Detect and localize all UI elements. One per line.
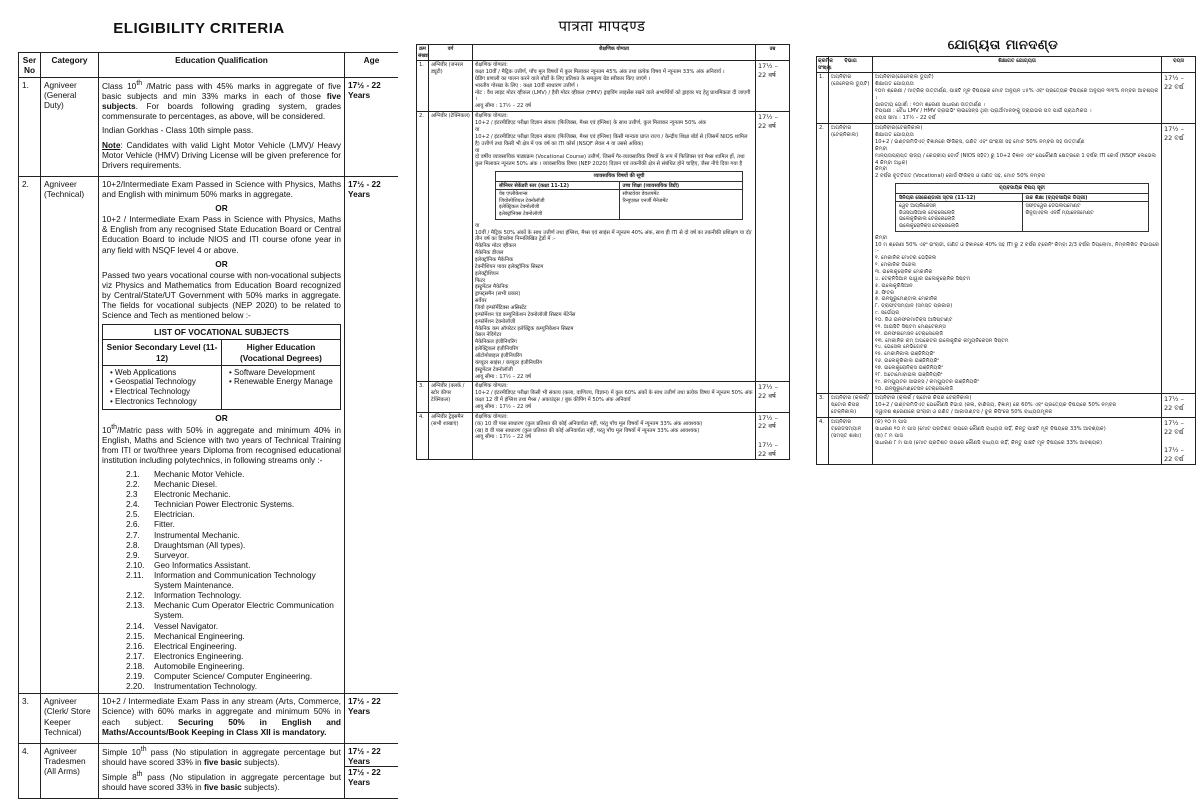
qualification-cell xyxy=(473,61,756,112)
ser-cell: 4. xyxy=(817,417,829,464)
stream-name: Automobile Engineering. xyxy=(154,661,245,671)
vocational-subjects-table xyxy=(102,324,341,409)
vocational-subject: • Web Applications xyxy=(110,368,218,378)
qualification-line: 10+2 / ଇଣ୍ଟରମିଡିଏଟ୍ ଯେକୌଣସି ବିଭାଗ (କଳା, ବାଣିଜ୍ୟ, ବିଜ୍ଞାନ) ରେ 60% ଏବଂ ପ୍ରତ୍ୟେକ ବିଷୟରେ 50% ନମ୍ବର xyxy=(875,402,1117,409)
qualification-line: ଶିକ୍ଷାଗତ ଯୋଗ୍ୟତା xyxy=(875,81,914,88)
odia-panel xyxy=(806,0,1200,800)
age-cell xyxy=(345,743,399,798)
vocational-box-header: ଉଚ୍ଚ ଶିକ୍ଷା (ବ୍ୟବସାୟିକ ଡିଗ୍ରୀ) xyxy=(1023,195,1149,203)
table-row xyxy=(817,73,1196,124)
stream-name: Mechanic Diesel. xyxy=(154,479,218,490)
vocational-subject: रिन्यूएबल एनर्जी मैनेजमेंट xyxy=(622,197,668,204)
english-eligibility-table xyxy=(18,52,398,799)
qualification-line: ୩. ଇଲେକ୍ଟ୍ରୋନିକ ମେକାନିକ xyxy=(875,268,933,275)
qualification-paragraph: 10+2 / Intermediate Exam Pass in Science with Physics, Maths & English from any recognised State Education Board or Central Education Board to include NIOS and ITI course ofone year in any field with NSQF level 4 or above. xyxy=(102,214,341,255)
english-panel xyxy=(0,0,398,800)
qualification-line: ସାଧାରଣ ୧୦ ମ ପାସ (ମୋଟ ପ୍ରତିଶତ ଉପରେ କୌଣସି ବାଧ୍ୟତା ନାହିଁ, କିନ୍ତୁ ପାଞ୍ଚଟି ମୂଳ ବିଷୟରେ 33% ଆବଶ୍ୟକ) xyxy=(875,425,1106,432)
qualification-cell xyxy=(99,176,345,693)
vocational-subject: ରିନ୍ୟୁଏବଲ ଏନର୍ଜି ମ୍ୟାନେଜମେଣ୍ଟ xyxy=(1025,209,1094,216)
qualification-line: ग्रेडिंग प्रणाली का पालन करने वाले बोर्डों के लिए प्रतिशत के समतुल्य ग्रेड स्वीकार किए जाएंगे । xyxy=(475,75,651,82)
stream-number: 2.16. xyxy=(126,640,145,651)
qualification-line: ସାଧାରଣ ୮ ମ ପାସ (ମୋଟ ପ୍ରତିଶତ ଉପରେ କୌଣସି ବାଧ୍ୟତା ନାହିଁ, କିନ୍ତୁ ପାଞ୍ଚଟି ମୂଳ ବିଷୟରେ 33% ଆବଶ୍ୟକ) xyxy=(875,439,1103,446)
qualification-line: ୧୦. ଜିଓ ଇନଫରମାଟିକ୍ସ ଆସିଷ୍ଟାଣ୍ଟ xyxy=(875,316,953,323)
stream-item xyxy=(126,621,341,631)
qualification-line: ୧୯. କମ୍ପ୍ୟୁଟର ସାଇନ୍ସ / କମ୍ପ୍ୟୁଟର ଇଞ୍ଜିନିୟରିଂ xyxy=(875,378,979,385)
qualification-line: ଅଗ୍ନିବୀର(ଜେନେରାଲ ଡ୍ୟୁଟି) xyxy=(875,74,934,81)
category-cell: ଅଗ୍ନିବୀର (ଜେନେରାଲ ଡ୍ୟୁଟି) xyxy=(829,73,873,124)
qualification-cell xyxy=(873,394,1162,418)
age-cell: 17½ - 22 Years xyxy=(345,176,399,693)
category-cell: Agniveer (Clerk/ Store Keeper Technical) xyxy=(41,694,99,743)
stream-item xyxy=(126,570,341,590)
qualification-line: मैकेनिक मोटर व्हीकल xyxy=(475,243,516,250)
age-cell xyxy=(756,112,790,382)
qualification-line: शैक्षणिक योग्यता: xyxy=(475,413,508,420)
qualification-line: मैकेनिक डीजल xyxy=(475,250,504,257)
stream-name: Instrumental Mechanic. xyxy=(154,529,240,540)
age-value: 17½ - 22 Years xyxy=(348,745,381,766)
header-ser: Ser No xyxy=(19,53,41,78)
stream-item xyxy=(126,519,341,529)
vocational-list-senior xyxy=(106,368,218,407)
age-cell xyxy=(1162,394,1196,418)
vocational-subject: ସଫ୍ଟୱେର ଡେଭଲପମେଣ୍ଟ xyxy=(1025,203,1081,210)
age-value: 17½ – 22 वर्ष xyxy=(758,62,778,79)
qualification-line: ୨୦. ଇନଷ୍ଟ୍ରୁମେଣ୍ଟେସନ ଟେକ୍ନୋଲୋଜି xyxy=(875,385,954,392)
category-cell: ଅଗ୍ନିବୀର (ଟେକ୍ନିକାଲ) xyxy=(829,124,873,394)
qualification-line: ୧୭. ଇଲେକ୍ଟ୍ରୋନିକ୍ସ ଇଞ୍ଜିନିୟରିଂ xyxy=(875,364,943,371)
ser-cell: 2. xyxy=(817,124,829,394)
ser-cell: 2. xyxy=(19,176,41,693)
qualification-paragraph: 10+2 / Intermediate Exam Pass in any stream (Arts, Commerce, Science) with 60% marks in aggregate and minimum 50% in each subject. Securing 50% in English and Maths/Accounts/Book Keeping in Class XII is mandatory. xyxy=(102,696,341,737)
stream-name: Surveyor. xyxy=(154,549,190,560)
qualification-line: ଶିକ୍ଷାଗତ ଯୋଗ୍ୟତା xyxy=(875,132,914,139)
qualification-line: ୧୫. ମେକାନିକାଲ ଇଞ୍ଜିନିୟରିଂ xyxy=(875,351,935,358)
qualification-line: या xyxy=(475,147,480,154)
qualification-cell xyxy=(873,73,1162,124)
table-row xyxy=(19,176,399,693)
qualification-line: शैक्षणिक योग्यता: xyxy=(475,383,508,390)
qualification-line: (କ) ୧୦ ମ ପାସ xyxy=(875,418,907,425)
category-cell: अग्निवीर (जनरल ड्यूटी) xyxy=(429,61,473,112)
age-value: 17½ – 22 वर्ष xyxy=(758,441,778,458)
qualification-line: କିମ୍ବା xyxy=(875,145,888,152)
table-row xyxy=(417,61,790,112)
stream-number: 2.4. xyxy=(126,499,140,510)
qualification-paragraph: 10+2/Intermediate Exam Passed in Science with Physics, Maths and English with minimum 50% marks in aggregate. xyxy=(102,178,341,199)
table-row xyxy=(817,417,1196,464)
vocational-subject: सॉफ्टवेयर डेवलपमेंट xyxy=(622,191,659,198)
qualification-line: या xyxy=(475,222,480,229)
category-cell: Agniveer (Technical) xyxy=(41,176,99,693)
header-category: Category xyxy=(41,53,99,78)
stream-item xyxy=(126,671,341,681)
qualification-line: ବୟସ ସୀମା : 17½ – 22 ବର୍ଷ xyxy=(875,115,936,122)
stream-number: 2.3 xyxy=(126,489,138,500)
stream-number: 2.9. xyxy=(126,549,140,560)
ser-cell: 3. xyxy=(817,394,829,418)
stream-number: 2.1. xyxy=(126,468,140,479)
table-row xyxy=(417,382,790,412)
hindi-title: पात्रता मापदण्ड xyxy=(558,17,646,35)
qualification-line: इलेक्ट्रिकल इंजीनियरिंग xyxy=(475,346,519,353)
qualification-line: (ଖ) ୮ ମ ପାସ xyxy=(875,432,903,439)
qualification-line: ୧୩. ମେକାନିକ କମ୍ ଅପରେଟର ଇଲେକ୍ଟ୍ରିକ କମ୍ୟୁନିକେସନ ସିଷ୍ଟମ xyxy=(875,337,1009,344)
qualification-line: ୧୬. ଇଲେକ୍ଟ୍ରିକାଲ ଇଞ୍ଜିନିୟରିଂ xyxy=(875,358,939,365)
qualification-line: दो वर्षीय व्यावसायिक पाठ्यक्रम (Vocational Course) उत्तीर्ण, जिसमें गैर-व्यावसायिक विषयों के रूप में फिजिक्स एवं मैथ्स शामिल हों, तथा कुल मिलाकर न्यूनतम 50% अंक । व्यावसायिक विषय (NEP 2020) विज्ञान एवं तकनीकी क्षेत्र से संबंधित होने चाहिए, जैसा नीचे दिया गया है xyxy=(475,154,745,168)
qualification-line: ୧୦ମ ଶ୍ରେଣୀ / ମାଟ୍ରିକ୍ ଉତ୍ତୀର୍ଣ୍ଣ, ପାଞ୍ଚଟି ମୂଳ ବିଷୟରେ ମୋଟ ଅନ୍ୟୁନ ୪୫% ଏବଂ ପ୍ରତ୍ୟେକ ବିଷୟରେ ଅନ୍ୟୁନ ୩୩% ନମ୍ବର ଆବଶ୍ୟକ । xyxy=(875,87,1159,101)
qualification-paragraph: 10th/Matric pass with 50% in aggregate and minimum 40% in English, Maths and Science with two years of Technical Training from ITI or two/three years Diploma from recognised educational institution including polytechnics, in following streams only :- xyxy=(102,423,341,465)
table-row xyxy=(817,124,1196,394)
or-separator: OR xyxy=(215,203,228,214)
vocational-box-header: ସିନିୟର ସେକେଣ୍ଡାରୀ ସ୍ତର (11-12) xyxy=(896,195,1022,203)
qualification-line: 10+2 / ଇଣ୍ଟରମିଡିଏଟ୍ ବିଜ୍ଞାନରେ ଫିଜିକ୍ସ, ଗଣିତ ଏବଂ ଇଂରାଜୀ ସହ ମୋଟ 50% ନମ୍ବର ସହ ଉତ୍ତୀର୍ଣ୍ଣ xyxy=(875,138,1085,145)
qualification-line: इंस्ट्रूमेंटल टेक्नोलॉजी xyxy=(475,366,513,373)
stream-number: 2.14. xyxy=(126,620,145,631)
qualification-line: ୧. ମେକାନିକ ମୋଟର ଭେହିକଲ xyxy=(875,255,937,262)
qualification-line: फिटर xyxy=(475,277,486,284)
stream-name: Mechanic Cum Operator Electric Communication System. xyxy=(154,600,334,621)
qualification-line: ड्राफ्ट्समैन (सभी प्रकार) xyxy=(475,291,521,298)
stream-number: 2.19. xyxy=(126,671,145,682)
stream-name: Fitter. xyxy=(154,519,175,530)
qualification-line: या xyxy=(475,126,480,133)
stream-number: 2.11. xyxy=(126,570,144,581)
header-qualification: शैक्षणिक योग्यता xyxy=(473,45,756,61)
age-cell xyxy=(756,382,790,412)
qualification-line: ୫. ଇଲେକ୍ଟ୍ରିସିଆନ xyxy=(875,282,913,289)
vocational-list-higher xyxy=(225,368,337,388)
vocational-subject: इलेक्ट्रिकल टेक्नोलॉजी xyxy=(499,204,540,211)
qualification-line: ଦ୍ୱାଦଶ ଶ୍ରେଣୀରେ ଇଂରାଜୀ ଓ ଗଣିତ / ଆକାଉଣ୍ଟସ / ବୁକ କିପିଂରେ 50% ବାଧ୍ୟତାମୂଳକ xyxy=(875,409,1053,416)
qualification-line: ୯. ସର୍ଭେୟର xyxy=(875,310,900,317)
qualification-paragraph: Passed two years vocational course with non-vocational subjects viz Physics and Mathematics from Education Board recognized by Central/State/UT Government with 50% marks in aggregate. The fields for vocational subjects (NEP 2020) to be related to Science and Tech as mentioned below :- xyxy=(102,269,341,321)
header-ser: क्रम संख्या xyxy=(417,45,429,61)
stream-number: 2.2. xyxy=(126,479,140,490)
stream-item xyxy=(126,661,341,671)
qualification-line: ମାନ୍ୟତାପ୍ରାପ୍ତ ରାଜ୍ୟ / କେନ୍ଦ୍ରୀୟ ବୋର୍ଡ (NIOS ସହିତ) ରୁ 10+2 ବିଜ୍ଞାନ ଏବଂ ଯେକୌଣସି କ୍ଷେତ୍ରରେ 1 ବର୍ଷର ITI କୋର୍ସ (NSQF ଲେଭେଲ 4 କିମ୍ବା ଅଧିକ) xyxy=(875,152,1157,166)
stream-item xyxy=(126,489,341,499)
stream-number: 2.20. xyxy=(126,681,145,692)
table-header-row xyxy=(19,53,399,78)
vocational-col1-header: Senior Secondary Level (11-12) xyxy=(103,340,222,365)
age-value: 17½ – 22 वर्ष xyxy=(758,383,778,400)
qualification-cell xyxy=(99,78,345,177)
note-paragraph: Note: Candidates with valid Light Motor Vehicle (LMV)/ Heavy Motor Vehicle (HMV) Driving License will be given preference for Drivers requirements. xyxy=(102,139,341,170)
stream-name: Technician Power Electronic Systems. xyxy=(154,499,295,510)
vocational-subjects-box xyxy=(495,171,743,220)
qualification-line: ଟିପ୍ପଣୀ : ବୈଧ LMV / HMV ଡ୍ରାଇଭିଂ ଲାଇସେନ୍ସ ଥିବା ପ୍ରାର୍ଥୀମାନଙ୍କୁ ଡ୍ରାଇଭର ପଦ ପାଇଁ ପ୍ରାଥମିକତା । xyxy=(875,108,1092,115)
stream-item xyxy=(126,479,341,489)
qualification-line: वेसल नेविगेटर xyxy=(475,332,502,339)
vocational-box-title: व्यावसायिक विषयों की सूची xyxy=(496,172,742,182)
qualification-line: टेक्नीशियन पावर इलेक्ट्रॉनिक सिस्टम xyxy=(475,263,544,270)
qualification-line: कंप्यूटर साइंस / कंप्यूटर इंजीनियरिंग xyxy=(475,359,543,366)
or-separator: OR xyxy=(215,258,228,269)
qualification-line: इलेक्ट्रॉनिक मैकेनिक xyxy=(475,256,513,263)
qualification-line: ୧୪. ଭେସେଲ ନେଭିଗେଟର xyxy=(875,344,928,351)
or-separator: OR xyxy=(215,412,228,423)
ser-cell: 3. xyxy=(417,382,429,412)
qualification-line: ୧୮. ଅଟୋମୋବାଇଲ ଇଞ୍ଜିନିୟରିଂ xyxy=(875,371,943,378)
qualification-line: ୧୨. ଇନଫରମେସନ ଟେକ୍ନୋଲୋଜି xyxy=(875,330,944,337)
stream-name: Instrumentation Technology. xyxy=(154,681,258,692)
stream-number: 2.13. xyxy=(126,600,145,611)
stream-item xyxy=(126,550,341,560)
category-cell: Agniveer (General Duty) xyxy=(41,78,99,177)
qualification-line: आयु सीमा : 17½ – 22 वर्ष xyxy=(475,403,531,410)
ser-cell: 3. xyxy=(19,694,41,743)
qualification-cell xyxy=(873,417,1162,464)
stream-number: 2.8. xyxy=(126,539,140,550)
header-age: Age xyxy=(345,53,399,78)
category-cell: ଅଗ୍ନିବୀର ଟ୍ରେଡସମ୍ୟାନ (ସମସ୍ତ ଶାଖା) xyxy=(829,417,873,464)
age-cell: 17½ - 22 Years xyxy=(345,78,399,177)
header-qualification: Education Qualification xyxy=(99,53,345,78)
vocational-subjects-box xyxy=(895,183,1149,232)
stream-name: Electronic Mechanic. xyxy=(154,489,231,500)
qualification-line: भारतीय गोरखा के लिए : कक्षा 10वीं साधारण उत्तीर्ण । xyxy=(475,82,579,89)
ser-cell: 1. xyxy=(417,61,429,112)
vocational-col2-header: Higher Education (Vocational Degrees) xyxy=(222,340,341,365)
vocational-subject: वेब एप्लीकेशन्स xyxy=(499,191,528,198)
qualification-line: जियो इन्फॉर्मेटिक्स असिस्टेंट xyxy=(475,304,527,311)
header-ser: କ୍ରମିକ ସଂଖ୍ୟା xyxy=(817,57,829,73)
stream-number: 2.15. xyxy=(126,630,145,641)
hindi-panel xyxy=(406,0,798,800)
vocational-subject: • Renewable Energy Manage xyxy=(229,377,337,387)
qualification-line: ୮. ଡ୍ରାଫ୍ଟସମ୍ୟାନ (ସମସ୍ତ ପ୍ରକାର) xyxy=(875,303,953,310)
gorkha-paragraph: Indian Gorkhas - Class 10th simple pass. xyxy=(102,125,254,136)
header-category: वर्ग xyxy=(429,45,473,61)
qualification-line: ୧୧. ଆଇସିଟି ସିଷ୍ଟମ ମେଣ୍ଟେନାନ୍ସ xyxy=(875,323,946,330)
vocational-subject: ୱେବ ଆପ୍ଲିକେସନ୍ xyxy=(899,203,937,210)
qualification-line: 10+2 / इंटरमीडिएट परीक्षा विज्ञान संकाय (फिजिक्स, मैथ्स एवं इंग्लिश) किसी मान्यता प्राप्त राज्य / केन्द्रीय शिक्षा बोर्ड से (जिसमें NIOS शामिल है) उत्तीर्ण तथा किसी भी क्षेत्र में एक वर्ष का ITI कोर्स (NSQF लेवल 4 या उससे अधिक) xyxy=(475,133,748,147)
header-category: ବିଭାଗ xyxy=(829,57,873,73)
header-qualification: ଶିକ୍ଷାଗତ ଯୋଗ୍ୟତା xyxy=(873,57,1162,73)
qualification-line: 10+2 / इंटरमीडिएट परीक्षा विज्ञान संकाय (फिजिक्स, मैथ्स एवं इंग्लिश) के साथ उत्तीर्ण, कुल मिलाकर न्यूनतम 50% अंक xyxy=(475,120,706,127)
qualification-cell xyxy=(99,743,345,798)
ser-cell: 4. xyxy=(19,743,41,798)
age-value: 17½ - 22 Years xyxy=(345,766,398,787)
header-age: ବୟସ xyxy=(1162,57,1196,73)
qualification-line: इलेक्ट्रीशियन xyxy=(475,270,499,277)
qualification-line: शैक्षणिक योग्यता: xyxy=(475,113,508,120)
stream-item xyxy=(126,651,341,661)
qualification-line: ଅଗ୍ନିବୀର (କ୍ଲର୍କ / ଷ୍ଟୋର କିପର ଟେକ୍ନିକାଲ) xyxy=(875,395,972,402)
qualification-line: ୨. ମେକାନିକ ଡିଜେଲ xyxy=(875,262,916,269)
odia-title: ଯୋଗ୍ୟତା ମାନଦଣ୍ଡ xyxy=(947,38,1059,53)
qualification-line: ୭. ଇନଷ୍ଟ୍ରୁମେଣ୍ଟାଲ ମେକାନିକ xyxy=(875,296,938,303)
table-row xyxy=(417,112,790,382)
odia-eligibility-table xyxy=(816,56,1196,465)
vocational-subject: ଜିଓସ୍ପାସିଆଲ ଟେକ୍ନୋଲୋଜି xyxy=(899,209,955,216)
table-header-row xyxy=(817,57,1196,73)
stream-number: 2.5. xyxy=(126,509,140,520)
qualification-line: इंस्ट्रूमेंटल मैकेनिक xyxy=(475,284,509,291)
age-cell xyxy=(756,61,790,112)
stream-name: Mechanical Engineering. xyxy=(154,630,245,641)
qualification-cell xyxy=(473,412,756,459)
qualification-cell xyxy=(473,112,756,382)
stream-number: 2.17. xyxy=(126,650,145,661)
category-cell: Agniveer Tradesmen (All Arms) xyxy=(41,743,99,798)
header-age: उम्र xyxy=(756,45,790,61)
table-row xyxy=(19,694,399,743)
vocational-subject: • Electrical Technology xyxy=(110,387,218,397)
table-row xyxy=(19,743,399,798)
qualification-line: ୪. ଟେକ୍ନିସିଆନ ପାୱାର ଇଲେକ୍ଟ୍ରୋନିକ ସିଷ୍ଟମ xyxy=(875,275,971,282)
qualification-line: (क) 10 वीं पास साधारण (कुल प्रतिशत की कोई अनिवार्यता नहीं, परंतु पाँच मूल विषयों में न्यूनतम 33% अंक आवश्यक) xyxy=(475,420,703,427)
qualification-line: शैक्षणिक योग्यता: xyxy=(475,62,508,69)
age-value: 17½ – 22 ବର୍ଷ xyxy=(1164,418,1184,436)
category-cell: ଅଗ୍ନିବୀର (କ୍ଲର୍କ/ ଷ୍ଟୋର କିପର ଟେକ୍ନିକାଲ) xyxy=(829,394,873,418)
age-value: 17½ – 22 ବର୍ଷ xyxy=(1164,74,1184,91)
qualification-line: आयु सीमा : 17½ – 22 वर्ष xyxy=(475,434,531,441)
qualification-cell xyxy=(473,382,756,412)
qualification-line: मैकेनिकल इंजीनियरिंग xyxy=(475,339,517,346)
ser-cell: 1. xyxy=(817,73,829,124)
qualification-line: कक्षा 10वीं / मैट्रिक उत्तीर्ण, पाँच मूल विषयों में कुल मिलाकर न्यूनतम 45% अंक तथा प्रत्येक विषय में न्यूनतम 33% अंक अनिवार्य । xyxy=(475,69,725,76)
stream-name: Information and Communication Technology System Maintenance. xyxy=(154,570,316,591)
stream-name: Geo Informatics Assistant. xyxy=(154,559,251,570)
vocational-title: LIST OF VOCATIONAL SUBJECTS xyxy=(103,325,341,340)
stream-item xyxy=(126,631,341,641)
stream-item xyxy=(126,540,341,550)
qualification-line: इन्फॉर्मेशन टेक्नोलॉजी xyxy=(475,318,516,325)
qualification-paragraph: Class 10th /Matric pass with 45% marks in aggregate of five basic subjects and min 33% marks in each of those five subjects. For boards following grading system, grades commensurate to percentages, as above, will be considered. xyxy=(102,80,342,122)
english-title: ELIGIBILITY CRITERIA xyxy=(113,20,285,37)
qualification-line: मैकेनिक कम ऑपरेटर इलेक्ट्रिक कम्युनिकेशन सिस्टम xyxy=(475,325,574,332)
qualification-line: ऑटोमोबाइल इंजीनियरिंग xyxy=(475,352,523,359)
stream-name: Mechanic Motor Vehicle. xyxy=(154,468,245,479)
qualification-line: କିମ୍ବା xyxy=(875,234,888,241)
qualification-line: आयु सीमा : 17½ – 22 वर्ष xyxy=(475,373,531,380)
qualification-line: ଅଗ୍ନିବୀର(ଟେକ୍ନିକାଲ) xyxy=(875,125,923,132)
streams-list xyxy=(102,469,341,691)
qualification-line: 10+2 / इंटरमीडिएट परीक्षा किसी भी संकाय (कला, वाणिज्य, विज्ञान) में कुल 60% अंकों के साथ उत्तीर्ण तथा प्रत्येक विषय में न्यूनतम 50% अंक xyxy=(475,390,753,397)
table-row xyxy=(817,394,1196,418)
stream-item xyxy=(126,600,341,620)
stream-number: 2.10. xyxy=(126,559,145,570)
hindi-eligibility-table xyxy=(416,44,790,460)
stream-item xyxy=(126,641,341,651)
age-value: 17½ – 22 ବର୍ଷ xyxy=(1164,125,1184,142)
stream-item xyxy=(126,469,341,479)
category-cell: अग्निवीर (क्लर्क / स्टोर कीपर टेक्निकल) xyxy=(429,382,473,412)
stream-name: Draughtsman (All types). xyxy=(154,539,246,550)
qualification-cell xyxy=(873,124,1162,394)
qualification-line: सर्वेयर xyxy=(475,298,487,305)
stream-item xyxy=(126,499,341,509)
qualification-line: ୬. ଫିଟର xyxy=(875,289,895,296)
vocational-subject: • Software Development xyxy=(229,368,337,378)
qualification-paragraph: Simple 8th pass (No stipulation in aggregate percentage but should have scored 33% in five basic subjects). xyxy=(102,770,341,792)
table-header-row xyxy=(417,45,790,61)
age-cell xyxy=(1162,417,1196,464)
qualification-line: कक्षा 12 वीं में इंग्लिश तथा मैथ्स / अकाउंट्स / बुक कीपिंग में 50% अंक अनिवार्य xyxy=(475,397,631,404)
age-cell xyxy=(756,412,790,459)
qualification-line: इन्फॉर्मेशन एंड कम्युनिकेशन टेक्नोलॉजी सिस्टम मेंटेनेंस xyxy=(475,311,576,318)
stream-name: Information Technology. xyxy=(154,590,242,601)
ser-cell: 4. xyxy=(417,412,429,459)
qualification-line: आयु सीमा : 17½ – 22 वर्ष xyxy=(475,103,531,110)
stream-name: Vessel Navigator. xyxy=(154,620,219,631)
qualification-line: (ख) 8 वीं पास साधारण (कुल प्रतिशत की कोई अनिवार्यता नहीं, परंतु पाँच मूल विषयों में न्यूनतम 33% अंक आवश्यक) xyxy=(475,427,700,434)
stream-number: 2.12. xyxy=(126,590,145,601)
qualification-line: नोट : वैध लाइट मोटर व्हीकल (LMV) / हैवी मोटर व्हीकल (HMV) ड्राइविंग लाइसेंस रखने वाले अभ्यर्थियों को ड्राइवर पद हेतु प्राथमिकता दी जाएगी । xyxy=(475,89,751,103)
qualification-line: କିମ୍ବା xyxy=(875,166,888,173)
vocational-box-header: उच्च शिक्षा (व्यावसायिक डिग्री) xyxy=(620,183,743,191)
category-cell: अग्निवीर (टेक्निकल) xyxy=(429,112,473,382)
stream-item xyxy=(126,560,341,570)
stream-item xyxy=(126,681,341,691)
vocational-subject: इलेक्ट्रॉनिक्स टेक्नोलॉजी xyxy=(499,211,543,218)
age-cell xyxy=(1162,124,1196,394)
stream-name: Electrician. xyxy=(154,509,195,520)
vocational-subject: जियोस्पेशियल टेक्नोलॉजी xyxy=(499,197,545,204)
stream-number: 2.7. xyxy=(126,529,140,540)
table-row xyxy=(417,412,790,459)
stream-item xyxy=(126,590,341,600)
qualification-cell xyxy=(99,694,345,743)
vocational-box-title: ବ୍ୟବସାୟିକ ବିଷୟ ସୂଚୀ xyxy=(896,184,1148,194)
ser-cell: 2. xyxy=(417,112,429,382)
qualification-line: ଭାରତୀୟ ଗୋର୍ଖା : ୧୦ମ ଶ୍ରେଣୀ ସାଧାରଣ ଉତ୍ତୀର୍ଣ୍ଣ । xyxy=(875,101,986,108)
vocational-subject: ଇଲେକ୍ଟ୍ରୋନିକ୍ସ ଟେକ୍ନୋଲୋଜି xyxy=(899,223,959,230)
stream-name: Electronics Engineering. xyxy=(154,650,244,661)
stream-item xyxy=(126,530,341,540)
vocational-box-header: सीनियर सेकेंडरी स्तर (कक्षा 11-12) xyxy=(496,183,619,191)
stream-number: 2.6. xyxy=(126,519,140,530)
vocational-subject: ଇଲେକ୍ଟ୍ରିକାଲ ଟେକ୍ନୋଲୋଜି xyxy=(899,216,955,223)
stream-name: Electrical Engineering. xyxy=(154,640,237,651)
vocational-subject: • Geospatial Technology xyxy=(110,377,218,387)
age-cell xyxy=(1162,73,1196,124)
qualification-line: 10वीं / मैट्रिक 50% अंकों के साथ उत्तीर्ण तथा इंग्लिश, मैथ्स एवं साइंस में न्यूनतम 40% अंक, साथ ही ITI से दो वर्ष का तकनीकी प्रशिक्षण या दो/तीन वर्ष का डिप्लोमा निम्नलिखित ट्रेडों में :- xyxy=(475,229,752,243)
category-cell: अग्निवीर ट्रेड्समैन (सभी शाखाएं) xyxy=(429,412,473,459)
age-value: 17½ – 22 वर्ष xyxy=(758,113,778,130)
stream-number: 2.18. xyxy=(126,661,145,671)
qualification-line: 2 ବର୍ଷର ବୃତ୍ତିଗତ (Vocational) କୋର୍ସ ଫିଜିକ୍ସ ଓ ଗଣିତ ସହ, ମୋଟ 50% ନମ୍ବର xyxy=(875,173,1046,180)
age-cell: 17½ - 22 Years xyxy=(345,694,399,743)
qualification-line: 10 ମ ଶ୍ରେଣୀ 50% ଏବଂ ଇଂରାଜୀ, ଗଣିତ ଓ ବିଜ୍ଞାନରେ 40% ସହ ITI ରୁ 2 ବର୍ଷର ଟ୍ରେନିଂ କିମ୍ବା 2/3 ବର୍ଷର ଡିପ୍ଲୋମା, ନିମ୍ନଲିଖିତ ବିଭାଗରେ :- xyxy=(875,241,1159,255)
age-value: 17½ – 22 वर्ष xyxy=(758,413,778,431)
vocational-subject: • Electronics Technology xyxy=(110,397,218,407)
ser-cell: 1. xyxy=(19,78,41,177)
stream-name: Computer Science/ Computer Engineering. xyxy=(154,671,313,682)
table-row xyxy=(19,78,399,177)
qualification-paragraph: Simple 10th pass (No stipulation in aggregate percentage but should have scored 33% in five basic subjects). xyxy=(102,745,341,767)
stream-item xyxy=(126,509,341,519)
age-value: 17½ – 22 ବର୍ଷ xyxy=(1164,446,1184,463)
age-value: 17½ – 22 ବର୍ଷ xyxy=(1164,395,1184,412)
